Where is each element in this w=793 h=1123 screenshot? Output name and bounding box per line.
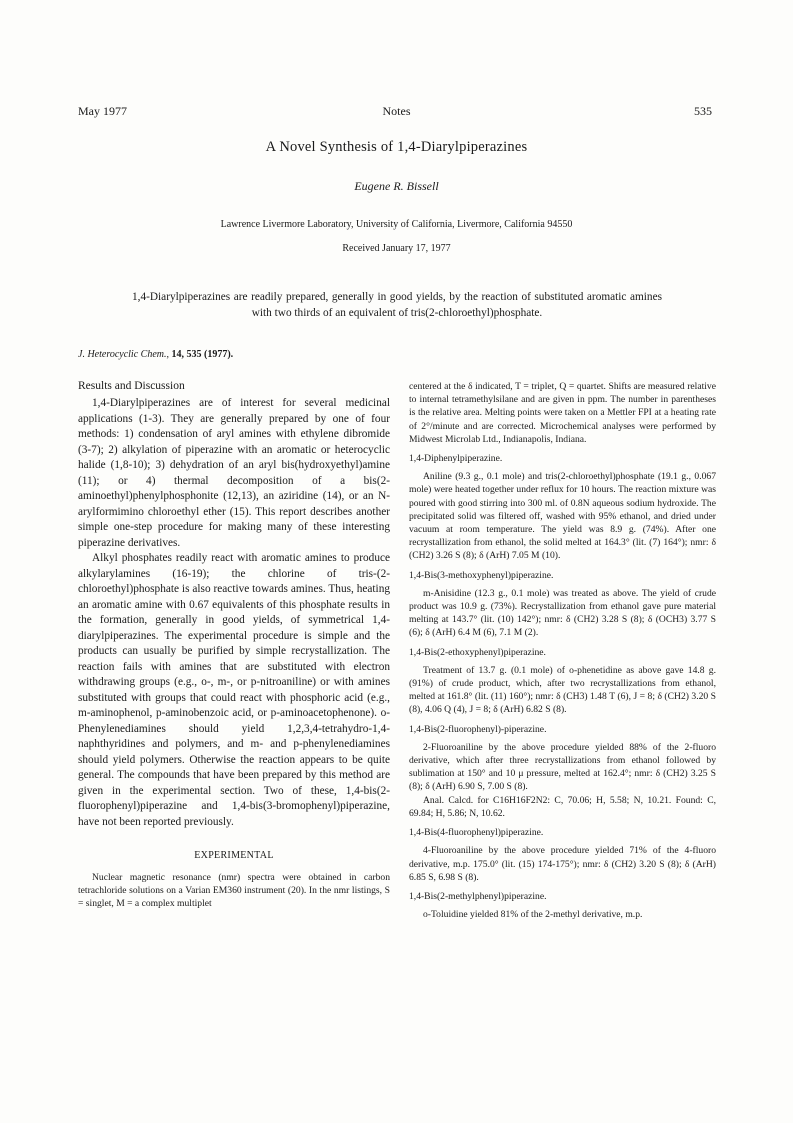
compound-heading: 1,4-Diphenylpiperazine. xyxy=(409,453,503,465)
citation-details: 14, 535 (1977). xyxy=(168,349,234,360)
header-date: May 1977 xyxy=(78,104,127,118)
header-section: Notes xyxy=(382,104,411,118)
experimental-intro: Nuclear magnetic resonance (nmr) spectra were obtained in carbon tetrachloride solutions on a Varian EM360 instrument (20). In the nmr listings, S = singlet, M = a complex multiplet xyxy=(78,872,390,910)
experimental-continuation: centered at the δ indicated, T = triplet, Q = quartet. Shifts are measured relative to internal tetramethylsilane and are given in ppm. The number in parentheses is the relative area. Melting points were taken on a Mettler FPI at a heating rate of 2°/minute and are corrected. Microchemical analyses were performed by Midwest Microlab Ltd., Indianapolis, Indiana. xyxy=(409,381,716,445)
compound-procedure: m-Anisidine (12.3 g., 0.1 mole) was treated as above. The yield of crude product was 10.9 g. (73%). Recrystallization from ethanol gave pure material melting at 143.7° (lit. (10) 142°); nmr: δ (CH2) 3.28 S (8); δ (OCH3) 3.77 S (6); δ (ArH) 6.4 M (6), 7.1 M (2). xyxy=(409,587,716,639)
left-column xyxy=(78,380,390,911)
affiliation: Lawrence Livermore Laboratory, University of California, Livermore, California 94550 xyxy=(220,219,573,230)
compound-heading: 1,4-Bis(2-fluorophenyl)-piperazine. xyxy=(409,723,547,735)
received-date: Received January 17, 1977 xyxy=(342,243,451,254)
paper-title: A Novel Synthesis of 1,4-Diarylpiperazines xyxy=(265,139,528,155)
compound-heading: 1,4-Bis(2-ethoxyphenyl)piperazine. xyxy=(409,646,546,658)
section-heading: Results and Discussion xyxy=(78,380,185,392)
body-paragraph: 1,4-Diarylpiperazines are of interest for several medicinal applications (1-3). They are generally prepared by one of four methods: 1) condensation of aryl amines with ethylene dibromide (3-7); 2) alkylation of piperazine with an aromatic or heterocyclic halide (1,8-10); 3) dehydration of an aryl bis(hydroxyethyl)amine (11); or 4) thermal decomposition of a bis(2-aminoethyl)phenylphosphonite (12,13), an aziridine (14), or an N-arylformimino chloroethyl ether (15). This report describes another simple one-step procedure for making many of these interesting piperazine derivatives. xyxy=(78,397,390,549)
compound-procedure: 4-Fluoroaniline by the above procedure yielded 71% of the 4-fluoro derivative, m.p. 175.0° (lit. (15) 174-175°); nmr: δ (CH2) 3.20 S (8); δ (ArH) 6.85 S, 6.98 S (8). xyxy=(409,845,716,883)
elemental-analysis: Anal. Calcd. for C16H16F2N2: C, 70.06; H, 5.58; N, 10.21. Found: C, 69.84; H, 5.86; N, 10.62. xyxy=(409,794,716,819)
citation xyxy=(78,349,233,360)
compound-procedure: Treatment of 13.7 g. (0.1 mole) of o-phenetidine as above gave 14.8 g. (91%) of crude product, which, after two recrystallizations from ethanol, melted at 161.8° (lit. (11) 160°); nmr: δ (CH3) 1.48 T (6), J = 8; δ (CH2) 3.20 S (8), 4.06 Q (4), J = 8; δ (ArH) 6.82 S (8). xyxy=(409,664,716,716)
compound-procedure: Aniline (9.3 g., 0.1 mole) and tris(2-chloroethyl)phosphate (19.1 g., 0.067 mole) were heated together under reflux for 10 hours. The reaction mixture was poured with good stirring into 300 ml. of 0.8N aqueous sodium hydroxide. The precipitated solid was filtered off, washed with 95% ethanol, and dried under vacuum at room temperature. The yield was 8.9 g. (74%). After one recrystallization from ethanol, the solid melted at 164.3° (lit. (7) 164°); nmr: δ (CH2) 3.26 S (8); δ (ArH) 7.05 M (10). xyxy=(409,471,716,562)
experimental-heading: EXPERIMENTAL xyxy=(194,850,274,861)
right-column xyxy=(409,380,716,921)
compound-procedure: 2-Fluoroaniline by the above procedure yielded 88% of the 2-fluoro derivative, which after three recrystallizations from ethanol followed by sublimation at 150° and 10 μ pressure, melted at 162.4°; nmr: δ (CH2) 3.25 S (8); δ (ArH) 6.90 S, 7.00 S (8). xyxy=(409,741,716,793)
compound-procedure: o-Toluidine yielded 81% of the 2-methyl derivative, m.p. xyxy=(423,909,643,921)
body-paragraph: Alkyl phosphates readily react with aromatic amines to produce alkylarylamines (16-19); the chlorine of tris-(2-chloroethyl)phosphate is also reactive towards amines. Thus, heating an aromatic amine with 0.67 equivalents of this phosphate results in the formation, generally in good yields, of symmetrical 1,4-diarylpiperazines. The experimental procedure is simple and the products can usually be purified by simple recrystallization. The reaction fails with amines that are substituted with electron withdrawing groups (e.g., o-, m-, or p-nitroaniline) or with amines substituted with groups that could react with phosphoric acid (e.g., m-aminophenol, p-aminobenzoic acid, or p-aminoacetophenone). o-Phenylenediamines should yield 1,2,3,4-tetrahydro-1,4-naphthyridines and polymers, and m- and p-phenylenediamines should yield polymers. Otherwise the reaction appears to be quite general. The compounds that have been prepared by this method are given in the experimental section. Two of these, 1,4-bis(2-fluorophenyl)piperazine and 1,4-bis(3-bromophenyl)piperazine, have not been reported previously. xyxy=(78,552,390,828)
compound-heading: 1,4-Bis(4-fluorophenyl)piperazine. xyxy=(409,827,544,839)
author: Eugene R. Bissell xyxy=(354,179,439,193)
header-page-number: 535 xyxy=(694,104,712,118)
abstract: 1,4-Diarylpiperazines are readily prepared, generally in good yields, by the reaction of substituted aromatic amines with two thirds of an equivalent of tris(2-chloroethyl)phosphate. xyxy=(132,291,662,319)
compound-heading: 1,4-Bis(3-methoxyphenyl)piperazine. xyxy=(409,569,554,581)
compound-heading: 1,4-Bis(2-methylphenyl)piperazine. xyxy=(409,890,547,902)
citation-journal: J. Heterocyclic Chem., xyxy=(78,349,169,360)
